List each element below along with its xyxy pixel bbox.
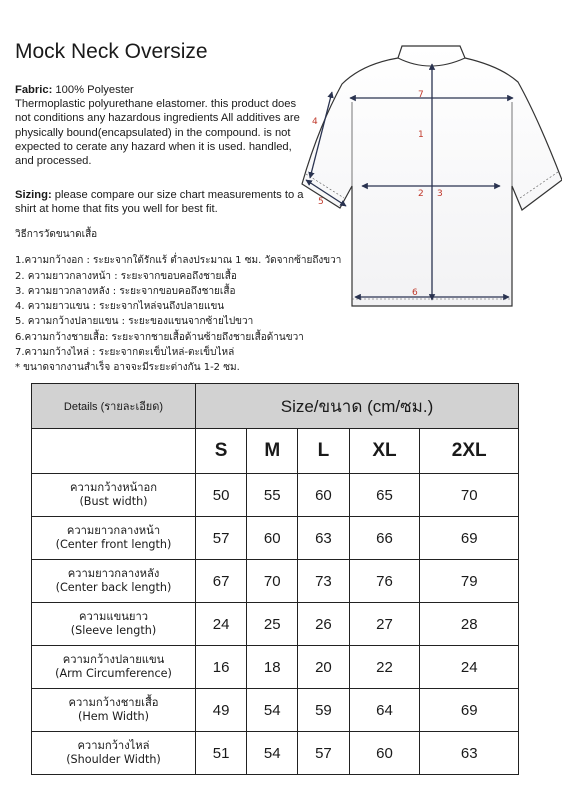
row-label: ความยาวกลางหน้า (Center front length) — [32, 517, 196, 560]
size-s: S — [196, 429, 247, 474]
size-header: Size/ขนาด (cm/ซม.) — [196, 384, 519, 429]
page-title: Mock Neck Oversize — [15, 40, 208, 63]
table-cell: 54 — [247, 689, 298, 732]
table-cell: 70 — [247, 560, 298, 603]
table-cell: 55 — [247, 474, 298, 517]
size-chart-table — [31, 383, 519, 775]
fabric-value: 100% Polyester — [52, 84, 134, 96]
size-label-row — [32, 429, 519, 474]
table-cell: 60 — [298, 474, 349, 517]
instruction-step: 1.ความกว้างอก : ระยะจากใต้รักแร้ ต่ำลงประมาณ 1 ซม. วัดจากซ้ายถึงขวา — [15, 255, 342, 267]
table-cell: 69 — [420, 689, 519, 732]
table-cell: 60 — [349, 732, 420, 775]
size-m: M — [247, 429, 298, 474]
sizing-label: Sizing: — [15, 189, 52, 201]
table-header-row — [32, 384, 519, 429]
table-cell: 27 — [349, 603, 420, 646]
table-cell: 57 — [196, 517, 247, 560]
table-cell: 69 — [420, 517, 519, 560]
row-label: ความแขนยาว (Sleeve length) — [32, 603, 196, 646]
table-cell: 18 — [247, 646, 298, 689]
row-label: ความกว้างหน้าอก (Bust width) — [32, 474, 196, 517]
details-header: Details (รายละเอียด) — [32, 384, 196, 429]
marker-7: 7 — [418, 90, 424, 100]
instruction-step: 2. ความยาวกลางหน้า : ระยะจากขอบคอถึงชายเสื้อ — [15, 270, 237, 282]
marker-4: 4 — [312, 117, 318, 127]
marker-1: 1 — [418, 130, 424, 140]
table-cell: 65 — [349, 474, 420, 517]
table-cell: 50 — [196, 474, 247, 517]
table-cell: 16 — [196, 646, 247, 689]
instruction-step: 3. ความยาวกลางหลัง : ระยะจากขอบคอถึงชายเสื้อ — [15, 285, 236, 297]
table-cell: 25 — [247, 603, 298, 646]
table-cell: 63 — [298, 517, 349, 560]
table-cell: 73 — [298, 560, 349, 603]
table-cell: 60 — [247, 517, 298, 560]
size-2xl: 2XL — [420, 429, 519, 474]
table-row — [32, 560, 519, 603]
instruction-note: * ขนาดจากงานสำเร็จ อาจจะมีระยะต่างกัน 1-2 ซม. — [15, 362, 240, 374]
table-cell: 59 — [298, 689, 349, 732]
row-label: ความยาวกลางหลัง (Center back length) — [32, 560, 196, 603]
row-label: ความกว้างปลายแขน (Arm Circumference) — [32, 646, 196, 689]
instruction-step: 6.ความกว้างชายเสื้อ: ระยะจากชายเสื้อด้านซ้ายถึงชายเสื้อด้านขวา — [15, 331, 304, 343]
size-l: L — [298, 429, 349, 474]
table-row — [32, 603, 519, 646]
table-cell: 24 — [420, 646, 519, 689]
instructions-heading: วิธีการวัดขนาดเสื้อ — [15, 229, 98, 240]
marker-6: 6 — [412, 288, 418, 298]
table-cell: 49 — [196, 689, 247, 732]
table-cell: 70 — [420, 474, 519, 517]
size-xl: XL — [349, 429, 420, 474]
empty-cell — [32, 429, 196, 474]
table-cell: 63 — [420, 732, 519, 775]
marker-5: 5 — [318, 197, 324, 207]
table-cell: 79 — [420, 560, 519, 603]
table-cell: 67 — [196, 560, 247, 603]
instruction-step: 4. ความยาวแขน : ระยะจากไหล่จนถึงปลายแขน — [15, 301, 225, 313]
fabric-description: Thermoplastic polyurethane elastomer. this product does not conditions any hazardous ingredients All additives are physically bound(encapsulated) in the compound. is not expected to cerate any hazard when it is used. handled, and processed. — [15, 98, 300, 168]
measure-instructions — [15, 227, 341, 376]
table-row — [32, 689, 519, 732]
table-row — [32, 732, 519, 775]
row-label: ความกว้างไหล่ (Shoulder Width) — [32, 732, 196, 775]
fabric-section — [15, 83, 305, 168]
marker-3: 3 — [437, 189, 443, 199]
table-cell: 22 — [349, 646, 420, 689]
shirt-measurement-diagram — [300, 38, 562, 318]
table-cell: 20 — [298, 646, 349, 689]
table-cell: 64 — [349, 689, 420, 732]
table-cell: 28 — [420, 603, 519, 646]
table-row — [32, 474, 519, 517]
fabric-label: Fabric: — [15, 84, 53, 96]
table-cell: 76 — [349, 560, 420, 603]
table-row — [32, 646, 519, 689]
instruction-step: 5. ความกว้างปลายแขน : ระยะของแขนจากซ้ายไปขวา — [15, 316, 254, 328]
table-row — [32, 517, 519, 560]
table-cell: 54 — [247, 732, 298, 775]
instruction-step: 7.ความกว้างไหล่ : ระยะจากตะเข็บไหล่-ตะเข็บไหล่ — [15, 347, 235, 359]
table-cell: 26 — [298, 603, 349, 646]
row-label: ความกว้างชายเสื้อ (Hem Width) — [32, 689, 196, 732]
table-cell: 66 — [349, 517, 420, 560]
sizing-section — [15, 188, 307, 216]
marker-2: 2 — [418, 189, 424, 199]
table-cell: 24 — [196, 603, 247, 646]
table-cell: 57 — [298, 732, 349, 775]
sizing-text: please compare our size chart measurements to a shirt at home that fits you well for best fit. — [15, 189, 304, 216]
table-cell: 51 — [196, 732, 247, 775]
